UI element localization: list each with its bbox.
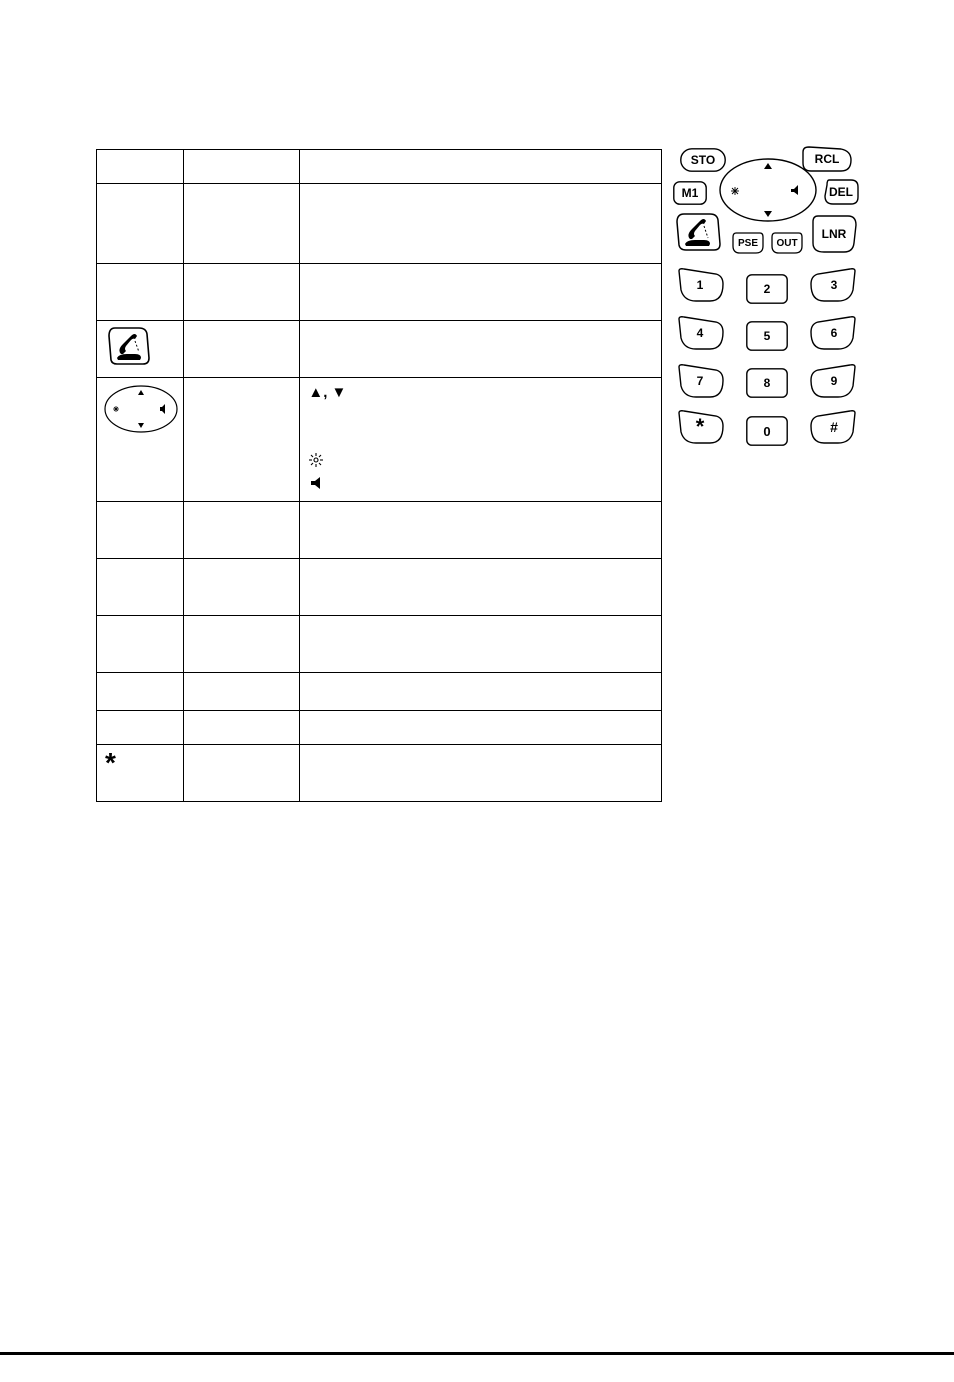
key-8-label: 8 <box>763 376 771 390</box>
star-key-symbol: * <box>105 747 116 778</box>
table-cell <box>300 321 662 378</box>
rcl-key-label: RCL <box>814 152 840 166</box>
del-key-label: DEL <box>829 185 853 199</box>
table-row <box>97 378 662 502</box>
table-cell <box>97 745 184 802</box>
m1-key-label: M1 <box>681 186 699 200</box>
table-cell <box>97 264 184 321</box>
key-5-label: 5 <box>763 329 771 343</box>
footer-divider <box>0 1352 954 1355</box>
table-cell <box>184 745 300 802</box>
key-star <box>676 410 724 444</box>
pse-key-label: PSE <box>737 237 758 249</box>
key-hash <box>810 410 858 444</box>
table-cell <box>300 559 662 616</box>
table-cell <box>300 745 662 802</box>
table-cell <box>97 673 184 711</box>
key-1 <box>676 268 724 302</box>
key-9-label: 9 <box>830 374 838 388</box>
pse-key <box>732 232 764 254</box>
handset-icon <box>107 326 151 366</box>
table-cell <box>184 616 300 673</box>
key-3-label: 3 <box>830 278 838 292</box>
lnr-key-label: LNR <box>821 227 847 241</box>
table-row <box>97 616 662 673</box>
table-cell <box>184 150 300 184</box>
table-cell <box>97 150 184 184</box>
table-cell <box>97 321 184 378</box>
table-cell <box>184 559 300 616</box>
key-function-table <box>96 149 662 802</box>
key-star-label: * <box>695 414 705 439</box>
table-cell <box>300 378 662 502</box>
table-cell <box>184 264 300 321</box>
key-9 <box>810 364 858 398</box>
table-cell <box>300 616 662 673</box>
key-8 <box>746 368 788 398</box>
table-row <box>97 321 662 378</box>
key-3 <box>810 268 858 302</box>
key-6-label: 6 <box>830 326 838 340</box>
table-cell <box>97 559 184 616</box>
table-cell <box>97 502 184 559</box>
key-hash-label: # <box>830 419 838 435</box>
key-7-label: 7 <box>696 374 704 388</box>
brightness-icon <box>308 452 324 468</box>
key-2-label: 2 <box>763 282 771 296</box>
key-6 <box>810 316 858 350</box>
table-row <box>97 673 662 711</box>
key-0 <box>746 416 788 446</box>
table-row <box>97 184 662 264</box>
table-row <box>97 559 662 616</box>
table-row <box>97 502 662 559</box>
table-cell <box>184 502 300 559</box>
table-cell <box>97 184 184 264</box>
table-cell <box>300 150 662 184</box>
sto-key-label: STO <box>690 153 716 167</box>
table-cell <box>300 264 662 321</box>
speaker-icon <box>308 476 324 490</box>
key-4-label: 4 <box>696 326 704 340</box>
keypad-illustration <box>668 140 868 460</box>
del-key <box>823 179 859 205</box>
handset-icon <box>674 212 722 252</box>
table-cell <box>97 711 184 745</box>
table-cell <box>184 378 300 502</box>
lnr-key <box>810 215 858 253</box>
key-4 <box>676 316 724 350</box>
table-row <box>97 264 662 321</box>
table-cell <box>300 184 662 264</box>
table-cell <box>184 711 300 745</box>
key-0-label: 0 <box>763 423 771 439</box>
key-7 <box>676 364 724 398</box>
table-cell <box>300 502 662 559</box>
table-cell <box>184 184 300 264</box>
out-key <box>771 232 803 254</box>
table-row <box>97 711 662 745</box>
table-cell <box>300 711 662 745</box>
key-2 <box>746 274 788 304</box>
m1-key <box>673 181 707 205</box>
table-cell <box>97 616 184 673</box>
handset-key <box>674 212 722 252</box>
table-cell <box>184 673 300 711</box>
navigation-pad <box>718 157 818 223</box>
table-row <box>97 745 662 802</box>
arrow-symbols-text: ▲, ▼ <box>308 384 347 401</box>
out-key-label: OUT <box>776 237 798 249</box>
table-cell <box>184 321 300 378</box>
speaker-symbol <box>308 476 324 490</box>
table-cell <box>97 378 184 502</box>
sun-icon <box>308 452 324 468</box>
up-down-arrows-symbol <box>308 384 346 401</box>
table-cell <box>300 673 662 711</box>
table-header-row <box>97 150 662 184</box>
key-5 <box>746 321 788 351</box>
navigation-pad-icon <box>104 384 178 434</box>
key-1-label: 1 <box>696 278 704 292</box>
